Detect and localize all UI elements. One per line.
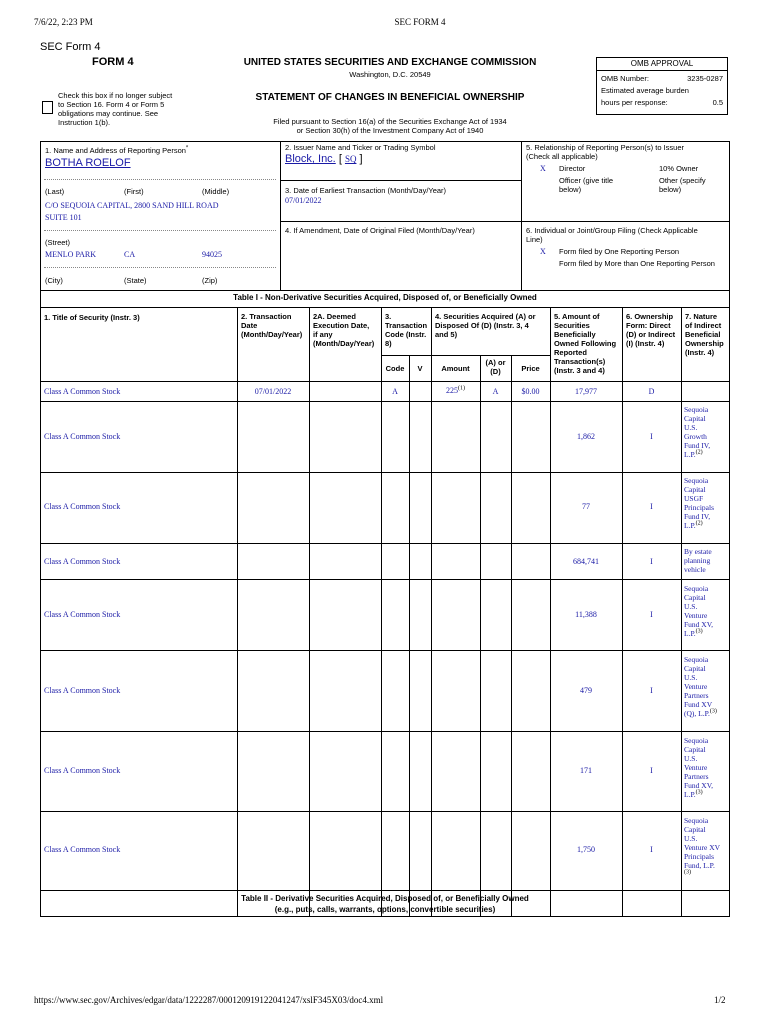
row-4-owned: 11,388 — [575, 610, 597, 619]
subcol-v: V — [417, 364, 423, 373]
address-line-2: SUITE 101 — [45, 213, 82, 222]
officer-label-2: below) — [559, 185, 582, 194]
row-7-title: Class A Common Stock — [44, 845, 121, 854]
subcol-price: Price — [521, 364, 540, 373]
box1-label: 1. Name and Address of Reporting Person* — [45, 145, 189, 155]
row-0-a-or-d: A — [492, 387, 499, 396]
state-value: CA — [124, 250, 136, 259]
statement-title: STATEMENT OF CHANGES IN BENEFICIAL OWNERSHIP — [255, 92, 525, 103]
zip-value: 94025 — [202, 250, 222, 259]
row-5-nature: Sequoia Capital U.S. Venture Partners Fund XV (Q), L.P.$^{(3)}$ — [684, 655, 717, 718]
row-4-form: I — [650, 610, 653, 619]
checkbox-text-4: Instruction 1(b). — [58, 118, 111, 127]
earliest-transaction-date: 07/01/2022 — [285, 196, 322, 205]
omb-number-label: OMB Number: — [601, 74, 649, 83]
filed-pursuant-1: Filed pursuant to Section 16(a) of the Securities Exchange Act of 1934 — [273, 117, 507, 126]
first-label: (First) — [124, 187, 144, 196]
table1-title: Table I - Non-Derivative Securities Acquired, Disposed of, or Beneficially Owned — [233, 293, 537, 302]
print-page-number: 1/2 — [714, 995, 726, 1005]
row-6-owned: 171 — [580, 766, 592, 775]
omb-hours-label: hours per response: — [601, 98, 668, 107]
zip-label: (Zip) — [202, 276, 218, 285]
col-transaction-code: 3. Transaction Code (Instr. 8) — [385, 312, 428, 348]
checkbox-text-2: to Section 16. Form 4 or Form 5 — [58, 100, 165, 109]
row-0-date: 07/01/2022 — [254, 387, 292, 396]
row-7-nature: Sequoia Capital U.S. Venture XV Principals Fund, L.P. $^{(3)}$ — [684, 816, 721, 876]
col-transaction-date: 2. Transaction Date (Month/Day/Year) — [241, 312, 303, 339]
col-nature-of-ownership: 7. Nature of Indirect Beneficial Ownership (Instr. 4) — [685, 312, 724, 357]
row-0-amount: 225$^{(1)}$ — [446, 385, 465, 395]
one-person-label: Form filed by One Reporting Person — [559, 247, 680, 256]
table2-title-2: (e.g., puts, calls, warrants, options, convertible securities) — [274, 905, 496, 914]
box4-label: 4. If Amendment, Date of Original Filed (Month/Day/Year) — [285, 226, 475, 235]
col-deemed-execution-date: 2A. Deemed Execution Date, if any (Month/Day/Year) — [313, 312, 375, 348]
reporting-person-name-link[interactable]: BOTHA ROELOF — [45, 157, 131, 169]
street-label: (Street) — [45, 238, 71, 247]
filed-pursuant-2: or Section 30(h) of the Investment Company Act of 1940 — [296, 126, 484, 135]
row-1-title: Class A Common Stock — [44, 432, 121, 441]
issuer-name-link[interactable]: Block, Inc. — [285, 153, 336, 165]
box3-label: 3. Date of Earliest Transaction (Month/Day/Year) — [285, 186, 447, 195]
subcol-amount: Amount — [441, 364, 470, 373]
row-1-form: I — [650, 432, 653, 441]
city-value: MENLO PARK — [45, 250, 97, 259]
row-2-title: Class A Common Stock — [44, 502, 121, 511]
row-2-form: I — [650, 502, 653, 511]
ten-percent-owner-label: 10% Owner — [659, 164, 699, 173]
box6-label-1: 6. Individual or Joint/Group Filing (Check Applicable — [526, 226, 698, 235]
table2-title-1: Table II - Derivative Securities Acquired, Disposed of, or Beneficially Owned — [241, 894, 529, 903]
row-5-title: Class A Common Stock — [44, 686, 121, 695]
agency-city: Washington, D.C. 20549 — [349, 70, 431, 79]
director-check-mark: X — [540, 164, 546, 173]
row-0-form: D — [648, 387, 655, 396]
col-securities-acquired: 4. Securities Acquired (A) or Disposed Of (D) (Instr. 3, 4 and 5) — [435, 312, 536, 339]
director-label: Director — [559, 164, 586, 173]
box5-label-2: (Check all applicable) — [526, 152, 598, 161]
col-ownership-form: 6. Ownership Form: Direct (D) or Indirect (I) (Instr. 4) — [626, 312, 676, 348]
row-4-title: Class A Common Stock — [44, 610, 121, 619]
omb-title: OMB APPROVAL — [597, 58, 727, 71]
row-0-code: A — [392, 387, 398, 396]
print-url[interactable]: https://www.sec.gov/Archives/edgar/data/1222287/000120919122041247/xslF345X03/doc4.xml — [34, 995, 384, 1005]
other-label-2: below) — [659, 185, 682, 194]
print-datetime: 7/6/22, 2:23 PM — [34, 17, 93, 27]
row-0-title: Class A Common Stock — [44, 387, 121, 396]
row-6-title: Class A Common Stock — [44, 766, 121, 775]
row-7-owned: 1,750 — [577, 845, 595, 854]
city-label: (City) — [45, 276, 63, 285]
form-label: FORM 4 — [92, 56, 134, 68]
omb-number-value: 3235-0287 — [687, 74, 723, 83]
sec-form-label: SEC Form 4 — [40, 41, 101, 53]
one-person-check-mark: X — [540, 247, 546, 256]
box2-label: 2. Issuer Name and Ticker or Trading Symbol — [285, 143, 436, 152]
agency-name: UNITED STATES SECURITIES AND EXCHANGE COMMISSION — [243, 57, 537, 68]
omb-burden-label: Estimated average burden — [601, 86, 689, 95]
last-label: (Last) — [45, 187, 65, 196]
row-0-owned: 17,977 — [575, 387, 597, 396]
row-3-owned: 684,741 — [573, 557, 599, 566]
col-title-of-security: 1. Title of Security (Instr. 3) — [44, 313, 140, 322]
row-7-form: I — [650, 845, 653, 854]
row-5-form: I — [650, 686, 653, 695]
row-4-nature: Sequoia Capital U.S. Venture Fund XV, L.P.$^{(3)}$ — [684, 584, 714, 638]
checkbox-text-3: obligations may continue. See — [58, 109, 159, 118]
print-page-title: SEC FORM 4 — [394, 17, 446, 27]
no-longer-subject-checkbox[interactable] — [42, 101, 53, 114]
subcol-a-or-d: (A) or (D) — [485, 358, 506, 376]
checkbox-text-1: Check this box if no longer subject — [58, 91, 173, 100]
row-6-form: I — [650, 766, 653, 775]
omb-approval-box — [596, 57, 728, 115]
omb-hours-value: 0.5 — [712, 98, 723, 107]
row-2-nature: Sequoia Capital USGF Principals Fund IV, L.P.$^{(2)}$ — [684, 476, 714, 530]
row-1-nature: Sequoia Capital U.S. Growth Fund IV, L.P.$^{(2)}$ — [684, 405, 711, 459]
row-3-title: Class A Common Stock — [44, 557, 121, 566]
row-3-form: I — [650, 557, 653, 566]
row-2-owned: 77 — [582, 502, 590, 511]
box5-label-1: 5. Relationship of Reporting Person(s) to Issuer — [526, 143, 684, 152]
issuer-field: Block, Inc. [ SQ ] — [285, 153, 363, 165]
row-1-owned: 1,862 — [577, 432, 595, 441]
row-6-nature: Sequoia Capital U.S. Venture Partners Fund XV, L.P.$^{(3)}$ — [684, 736, 714, 799]
col-amount-owned: 5. Amount of Securities Beneficially Owned Following Reported Transaction(s) (Instr. 3 and 4) — [554, 312, 617, 375]
row-0-price: $0.00 — [521, 387, 540, 396]
officer-label-1: Officer (give title — [559, 176, 614, 185]
other-label-1: Other (specify — [659, 176, 706, 185]
row-3-nature: By estate planning vehicle — [684, 547, 712, 574]
address-line-1: C/O SEQUOIA CAPITAL, 2800 SAND HILL ROAD — [45, 201, 219, 210]
state-label: (State) — [124, 276, 147, 285]
ticker-link[interactable]: SQ — [344, 154, 357, 164]
middle-label: (Middle) — [202, 187, 230, 196]
row-5-owned: 479 — [580, 686, 592, 695]
subcol-code: Code — [385, 364, 405, 373]
more-persons-label: Form filed by More than One Reporting Person — [559, 259, 715, 268]
box6-label-2: Line) — [526, 235, 543, 244]
